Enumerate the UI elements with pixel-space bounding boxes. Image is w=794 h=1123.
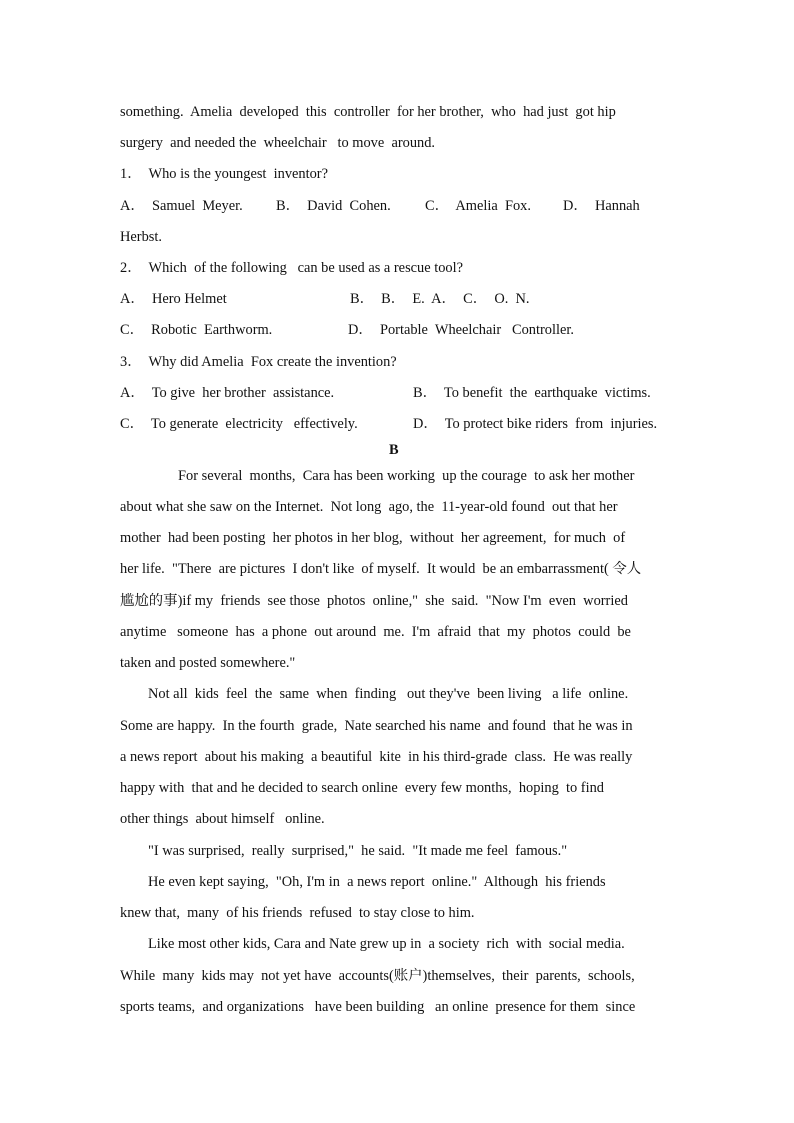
question-2-option-b: B． B． E. A． C． O. N. (350, 291, 530, 307)
question-3-option-b: B． To benefit the earthquake victims. (413, 385, 651, 401)
passage-b-line: happy with that and he decided to search online every few months, hoping to find (120, 780, 604, 796)
question-3-stem: 3． Why did Amelia Fox create the invention? (120, 354, 397, 370)
question-2-stem: 2． Which of the following can be used as a rescue tool? (120, 260, 464, 276)
passage-b-line: other things about himself online. (120, 811, 325, 827)
passage-b-line: Some are happy. In the fourth grade, Nate searched his name and found that he was in (120, 718, 633, 734)
passage-b-line: 尴尬的事)if my friends see those photos online," she said. "Now I'm even worried (120, 593, 628, 609)
question-3-option-a: A． To give her brother assistance. (120, 385, 335, 401)
passage-b-line: knew that, many of his friends refused to stay close to him. (120, 905, 475, 921)
passage-b-line: "I was surprised, really surprised," he said. "It made me feel famous." (148, 843, 568, 859)
question-2-option-d: D． Portable Wheelchair Controller. (348, 322, 574, 338)
passage-a-line: surgery and needed the wheelchair to move around. (120, 135, 436, 151)
question-1-option-b: B． David Cohen. (276, 198, 391, 214)
passage-b-line: sports teams, and organizations have been building an online presence for them since (120, 999, 636, 1015)
section-heading: B (389, 442, 399, 458)
question-2-option-c: C． Robotic Earthworm. (120, 322, 273, 338)
passage-b-line: anytime someone has a phone out around me. I'm afraid that my photos could be (120, 624, 631, 640)
passage-b-line: While many kids may not yet have accounts(账户)themselves, their parents, schools, (120, 968, 635, 984)
question-3-option-d: D． To protect bike riders from injuries. (413, 416, 658, 432)
question-2-option-a: A． Hero Helmet (120, 291, 227, 307)
question-1-option-d: D． Hannah (563, 198, 640, 214)
question-3-option-c: C． To generate electricity effectively. (120, 416, 358, 432)
question-1-option-d-wrap: Herbst. (120, 229, 162, 245)
passage-b-line: Like most other kids, Cara and Nate grew up in a society rich with social media. (148, 936, 625, 952)
passage-b-line: taken and posted somewhere." (120, 655, 296, 671)
passage-b-line: For several months, Cara has been working up the courage to ask her mother (178, 468, 635, 484)
passage-b-line: about what she saw on the Internet. Not long ago, the 11-year-old found out that her (120, 499, 618, 515)
passage-b-line: Not all kids feel the same when finding out they've been living a life online. (148, 686, 629, 702)
passage-b-line: mother had been posting her photos in her blog, without her agreement, for much of (120, 530, 626, 546)
question-1-option-c: C． Amelia Fox. (425, 198, 531, 214)
question-1-stem: 1． Who is the youngest inventor? (120, 166, 328, 182)
passage-a-line: something. Amelia developed this controller for her brother, who had just got hip (120, 104, 616, 120)
passage-b-line: a news report about his making a beautiful kite in his third-grade class. He was really (120, 749, 633, 765)
question-1-option-a: A． Samuel Meyer. (120, 198, 243, 214)
passage-b-line: her life. "There are pictures I don't like of myself. It would be an embarrassment( 令人 (120, 561, 642, 577)
passage-b-line: He even kept saying, "Oh, I'm in a news report online." Although his friends (148, 874, 606, 890)
